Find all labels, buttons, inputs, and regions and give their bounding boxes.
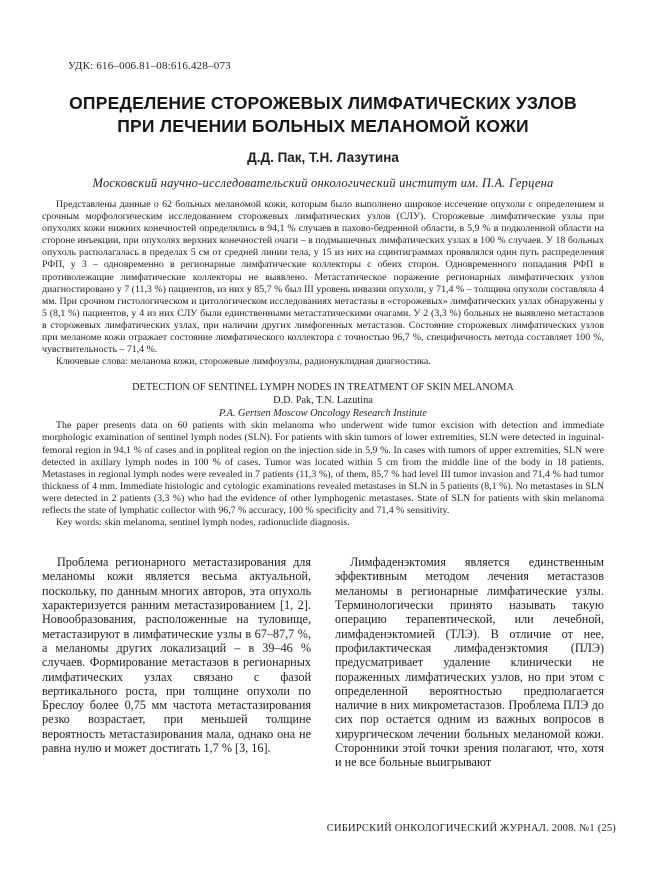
- article-title-ru: [0, 92, 646, 138]
- authors-en: D.D. Pak, T.N. Lazutina: [273, 395, 373, 407]
- abstract-russian: [42, 199, 604, 368]
- body-column-left: Проблема регионарного метастазирования для меланомы кожи является весьма актуальной, поскольку, по данным многих авторов, эта опухоль характеризуется ранним метастазированием [1, 2]. Новообразования, расположенные на туловище, метастазируют в лимфатические узлы в 67–87,7 %, а меланомы других локализаций – в 39–46 % случаев. Формирование метастазов в регионарных лимфатических узлах связано с фазой вертикального роста, при толщине опухоли по Бреслоу более 0,75 мм частота метастазирования резко возрастает, при меньшей толщине вероятность метастазирования мала, однако она не равна нулю и может достигать 1,7 % [3, 16].: [42, 555, 311, 756]
- article-title-en: DETECTION OF SENTINEL LYMPH NODES IN TREATMENT OF SKIN MELANOMA: [132, 382, 514, 394]
- authors-ru: Д.Д. Пак, Т.Н. Лазутина: [247, 150, 399, 165]
- keywords-russian: Ключевые слова: меланома кожи, сторожевые лимфоузлы, радионуклидная диагностика.: [56, 356, 431, 368]
- journal-footer: СИБИРСКИЙ ОНКОЛОГИЧЕСКИЙ ЖУРНАЛ. 2008. №1 (25): [326, 823, 616, 834]
- udk-code: УДК: 616–006.81–08:616.428–073: [68, 60, 231, 72]
- page-background: [0, 60, 646, 880]
- abstract-russian-text: Представлены данные о 62 больных меланомой кожи, которым было выполнено широкое иссечение опухоли с определением и срочным морфологическим исследованием сторожевых лимфатических узлов (СЛУ). Сторожевые лимфатические узлы при опухолях кожи нижних конечностей определялись в 94,1 % случаев в пахово-бедренной области, в 5,9 % в подколенной области на стороне инъекции, при опухолях верхних конечностей очаги – в подмышечных лимфатических узлах в 100 % случаев. У 18 больных опухоль располагалась в пределах 5 см от средней линии тела, у 15 из них на сцинтиграммах проявлялся один путь распределения РФП, у 3 – одновременно в регионарные лимфатические коллекторы с обеих сторон. Одновременного попадания РФП в противолежащие лимфатические коллекторы не выявлено. Метастатическое поражение регионарных лимфатических узлов диагностировано у 7 (11,3 %) пациентов, из них у 85,7 % был III уровень инвазии опухоли, у 71,4 % – толщина опухоли составляла 4 мм. При срочном гистологическом и цитологическом исследованиях метастазы в «сторожевых» лимфатических узлах обнаружены у 5 (8,1 %) пациентов, у 4 из них СЛУ были единственными метастатическими очагами. У 2 (3,3 %) больных не выявлено метастазов в сторожевых лимфатических узлах, при наличии других лимфогенных метастазов. Состояние сторожевых лимфатических узлов при меланоме кожи отражает состояние лимфатического коллектора с точностью 96,7 %, специфичность метода составляет 100 %, чувствительность – 71,4 %.: [42, 199, 604, 356]
- article-title-line1: ОПРЕДЕЛЕНИЕ СТОРОЖЕВЫХ ЛИМФАТИЧЕСКИХ УЗЛОВ: [69, 93, 577, 113]
- affiliation-ru: Московский научно-исследовательский онкологический институт им. П.А. Герцена: [92, 176, 554, 190]
- keywords-english: Key words: skin melanoma, sentinel lymph nodes, radionuclide diagnosis.: [56, 517, 350, 529]
- body-columns: [42, 555, 604, 769]
- body-column-right: Лимфаденэктомия является единственным эффективным методом лечения метастазов меланомы в регионарные лимфатические узлы. Терминологически принято называть такую операцию терапевтической, или лечебной, лимфаденэктомией (ТЛЭ). В отличие от нее, профилактическая лимфаденэктомия (ПЛЭ) предусматривает удаление клинически не пораженных лимфатических узлов, но при этом с определенной вероятностью предполагается наличие в них микрометастазов. Проблема ПЛЭ до сих пор остается одним из важных вопросов в хирургическом лечении больных меланомой кожи. Сторонники этой точки зрения полагают, что, хотя и не все больные выигрывают: [335, 555, 604, 770]
- abstract-english-text: The paper presents data on 60 patients with skin melanoma who underwent wide tumor excision with detection and immediate morphologic examination of sentinel lymph nodes (SLN). For patients with skin tumors of lower extremities, SLN were detected in inguinal-femoral region in 94,1 % of cases and in popliteal region on the injection side in 5,9 %. In cases with tumors of upper extremities, SLN were detected in axillary lymph nodes in 100 % of cases. Tumor was located within 5 cm from the middle line of the body in 18 patients. Metastases in regional lymph nodes were revealed in 7 patients (11,3 %), of them, 85,7 % had level III tumor invasion and 71,4 % had tumor thickness of 4 mm. Immediate histologic and cytologic examinations revealed metastases in SLN in 5 patients (8,1 %). No metastases in SLN were detected in 2 patients (3,3 %) who had the evidence of other lymphogenic metastases. State of SLN for patients with skin melanoma reflects the state of lymphatic collector with 96,7 % accuracy, 100 % specificity and 71,4 % sensitivity.: [42, 420, 604, 516]
- affiliation-en: P.A. Gertsen Moscow Oncology Research Institute: [219, 408, 427, 420]
- abstract-english: [42, 381, 604, 529]
- article-title-line2: ПРИ ЛЕЧЕНИИ БОЛЬНЫХ МЕЛАНОМОЙ КОЖИ: [117, 116, 529, 136]
- article-page: [0, 60, 646, 880]
